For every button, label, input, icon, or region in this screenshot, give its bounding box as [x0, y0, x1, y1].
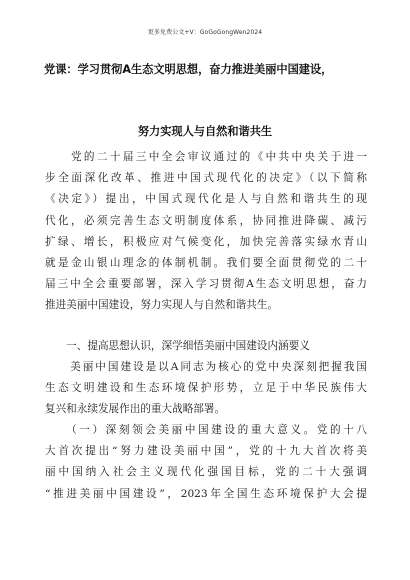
text-line: 生态文明建设和生态环境保护形势，立足于中华民族伟大: [45, 382, 367, 395]
paragraph-intro: [45, 147, 367, 317]
text-line: 扩绿、增长，积极应对气候变化，加快完善落实绿水青山: [45, 235, 367, 248]
section-heading-1: [45, 336, 367, 357]
document-subtitle: 努力实现人与自然和谐共生: [137, 125, 273, 138]
text-line: “推进美丽中国建设”，2023年全国生态环境保护大会提: [45, 487, 367, 500]
text-line: 代化，必须完善生态文明制度体系，协同推进降碳、减污: [45, 214, 367, 227]
text-line: 《决定》）提出，中国式现代化是人与自然和谐共生的现: [45, 193, 367, 206]
text-line: 步全面深化改革、推进中国式现代化的决定》（以下简称: [45, 172, 367, 185]
text-line: 届三中全会重要部署，深入学习贯彻A生态文明思想，奋力: [45, 278, 367, 291]
text-line: 就是金山银山理念的体制机制。我们要全面贯彻党的二十: [45, 256, 367, 269]
text-line: （一）深刻领会美丽中国建设的重大意义。党的十八: [45, 424, 367, 436]
document-title: 党课：学习贯彻A生态文明思想，奋力推进美丽中国建设，: [44, 63, 333, 76]
text-line: 推进美丽中国建设，努力实现人与自然和谐共生。: [45, 299, 279, 312]
text-line: 丽中国纳入社会主义现代化强国目标，党的二十大强调: [45, 466, 367, 479]
paragraph-section-1: [45, 357, 367, 421]
text-line: 一、提高思想认识，深学细悟美丽中国建设内涵要义: [45, 340, 310, 352]
text-line: 复兴和永续发展作出的重大战略部署。: [45, 403, 226, 416]
text-line: 大首次提出“努力建设美丽中国”，党的十九大首次将美: [45, 445, 367, 458]
text-line: 美丽中国建设是以A同志为核心的党中央深刻把握我国: [45, 361, 367, 373]
paragraph-subsection-1: [45, 420, 367, 505]
text-line: 党的二十届三中全会审议通过的《中共中央关于进一: [45, 151, 367, 163]
header-note: 更多免费公文+V：GoGoGongWen2024: [147, 29, 263, 36]
